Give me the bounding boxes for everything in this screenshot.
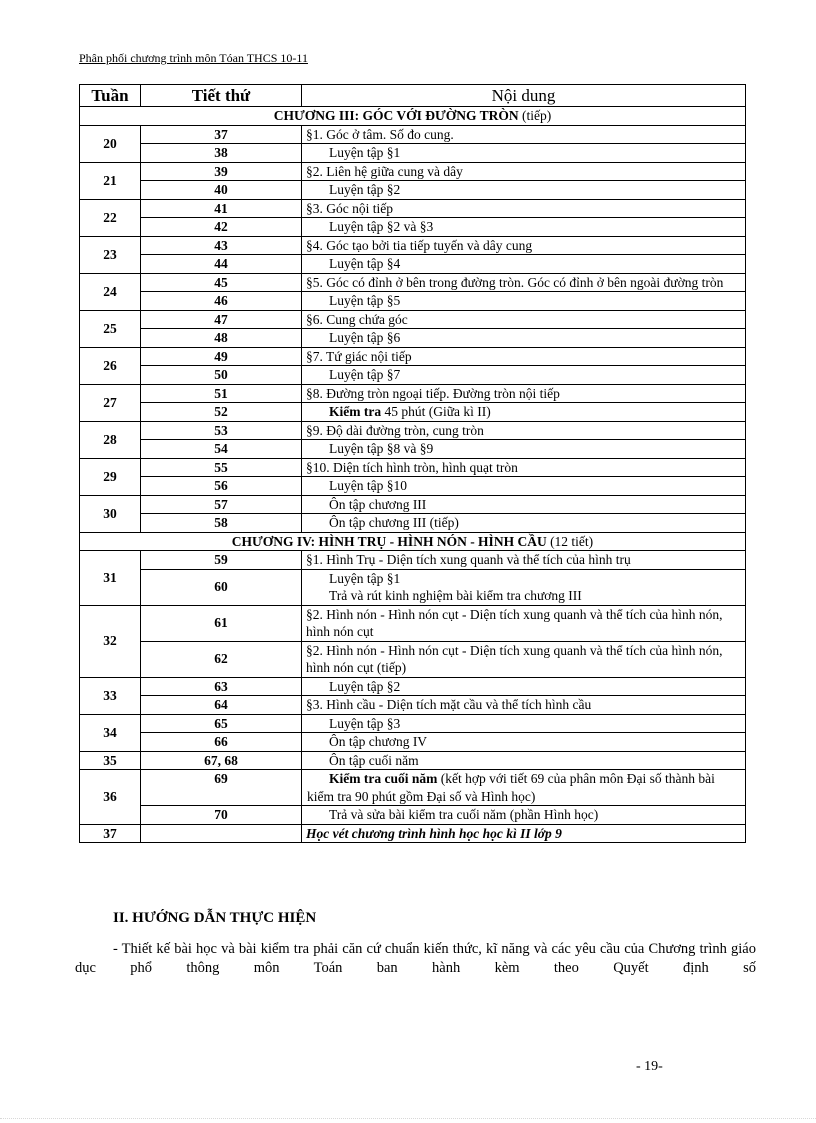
content-text: Luyện tập §1 (329, 570, 401, 586)
table-row (80, 751, 746, 770)
lesson-number-cell: 61 (141, 605, 302, 641)
lesson-number-cell: 55 (141, 458, 302, 477)
content-cell (302, 495, 746, 514)
content-text: Luyện tập §8 và §9 (329, 441, 434, 456)
content-cell (302, 806, 746, 825)
lesson-number-cell: 50 (141, 366, 302, 385)
content-text: Luyện tập §7 (329, 367, 401, 382)
lesson-number-cell: 70 (141, 806, 302, 825)
content-text: (kết hợp với tiết 69 của phân môn Đại số thành bài kiểm tra 90 phút gồm Đại số và Hình học) (307, 771, 715, 804)
week-cell: 35 (80, 751, 141, 770)
week-cell: 21 (80, 162, 141, 199)
content-text: §8. Đường tròn ngoại tiếp. Đường tròn nội tiếp (306, 385, 560, 401)
lesson-number-cell: 49 (141, 347, 302, 366)
week-cell: 31 (80, 551, 141, 606)
content-cell (302, 714, 746, 733)
content-cell (302, 366, 746, 385)
bold-label: Kiểm tra cuối năm (329, 771, 438, 786)
lesson-number-cell: 60 (141, 569, 302, 605)
table-row (80, 347, 746, 366)
content-text: Ôn tập chương IV (329, 734, 428, 749)
lesson-number-cell: 41 (141, 199, 302, 218)
table-row (80, 641, 746, 677)
content-cell (302, 273, 746, 292)
content-text: Trả và sửa bài kiểm tra cuối năm (phần Hình học) (329, 807, 599, 822)
table-row (80, 440, 746, 459)
table-header-row (80, 85, 746, 107)
lesson-number-cell: 42 (141, 218, 302, 237)
table-row (80, 824, 746, 843)
bold-label: Kiểm tra (329, 404, 382, 419)
lesson-number-cell: 62 (141, 641, 302, 677)
lesson-number-cell: 64 (141, 696, 302, 715)
table-row (80, 218, 746, 237)
content-text: Luyện tập §2 (329, 182, 401, 197)
week-cell: 30 (80, 495, 141, 532)
table-row (80, 292, 746, 311)
week-cell: 23 (80, 236, 141, 273)
content-text: §1. Góc ở tâm. Số đo cung. (306, 126, 454, 142)
lesson-number-cell: 54 (141, 440, 302, 459)
curriculum-table (79, 84, 746, 843)
content-cell (302, 236, 746, 255)
col-header-week: Tuần (80, 85, 141, 107)
lesson-number-cell: 51 (141, 384, 302, 403)
content-text: §2. Liên hệ giữa cung và dây (306, 163, 463, 179)
chapter-suffix: (12 tiết) (546, 533, 594, 549)
table-row (80, 714, 746, 733)
page-bottom-rule (0, 1118, 816, 1119)
page-header: Phân phối chương trình môn Tóan THCS 10-11 (79, 51, 308, 65)
week-cell: 25 (80, 310, 141, 347)
lesson-number-cell: 40 (141, 181, 302, 200)
week-cell: 34 (80, 714, 141, 751)
week-cell: 24 (80, 273, 141, 310)
lesson-number-cell: 47 (141, 310, 302, 329)
week-cell: 37 (80, 824, 141, 843)
content-cell (302, 677, 746, 696)
table-row (80, 255, 746, 274)
chapter-title (80, 532, 746, 551)
lesson-number-cell: 52 (141, 403, 302, 422)
week-cell: 33 (80, 677, 141, 714)
content-cell (302, 347, 746, 366)
content-cell (302, 162, 746, 181)
table-row (80, 273, 746, 292)
page-number: - 19- (636, 1059, 663, 1074)
table-row (80, 605, 746, 641)
chapter-name: CHƯƠNG III: GÓC VỚI ĐƯỜNG TRÒN (273, 108, 519, 123)
lesson-number-cell: 65 (141, 714, 302, 733)
content-cell (302, 770, 746, 806)
chapter-name: CHƯƠNG IV: HÌNH TRỤ - HÌNH NÓN - HÌNH CẦU (231, 533, 547, 549)
content-cell (302, 440, 746, 459)
week-cell: 20 (80, 125, 141, 162)
content-cell (302, 218, 746, 237)
table-row (80, 403, 746, 422)
content-text: §4. Góc tạo bởi tia tiếp tuyến và dây cung (306, 237, 533, 253)
col-header-lesson: Tiết thứ (141, 85, 302, 107)
col-header-content: Nội dung (302, 85, 746, 107)
content-cell (302, 421, 746, 440)
content-text: Luyện tập §4 (329, 256, 401, 271)
lesson-number-cell: 38 (141, 144, 302, 163)
content-cell (302, 641, 746, 677)
content-text: §7. Tứ giác nội tiếp (306, 348, 412, 364)
week-cell: 22 (80, 199, 141, 236)
content-cell (302, 310, 746, 329)
content-cell (302, 696, 746, 715)
content-text-secondary: Trả và rút kinh nghiệm bài kiểm tra chương III (329, 588, 582, 603)
content-cell (302, 199, 746, 218)
content-cell (302, 384, 746, 403)
table-row (80, 421, 746, 440)
lesson-number-cell: 59 (141, 551, 302, 570)
table-body (80, 107, 746, 843)
content-text: §6. Cung chứa góc (306, 311, 408, 327)
content-text: Ôn tập chương III (329, 496, 427, 512)
content-cell (302, 255, 746, 274)
content-cell (302, 514, 746, 533)
table-row (80, 696, 746, 715)
lesson-number-cell (141, 824, 302, 843)
lesson-number-cell: 69 (141, 770, 302, 806)
table-row (80, 677, 746, 696)
lesson-number-cell: 56 (141, 477, 302, 496)
content-text: §5. Góc có đỉnh ở bên trong đường tròn. Góc có đỉnh ở bên ngoài đường tròn (306, 274, 724, 290)
lesson-number-cell: 39 (141, 162, 302, 181)
table-row (80, 384, 746, 403)
table-row (80, 477, 746, 496)
lesson-number-cell: 44 (141, 255, 302, 274)
content-text: Luyện tập §1 (329, 145, 401, 160)
content-text: §9. Độ dài đường tròn, cung tròn (306, 422, 484, 438)
content-text: 45 phút (Giữa kì II) (381, 404, 491, 419)
content-text: Luyện tập §3 (329, 715, 401, 731)
content-text: Ôn tập cuối năm (329, 752, 419, 768)
table-row (80, 162, 746, 181)
content-text: §3. Hình cầu - Diện tích mặt cầu và thể tích hình cầu (306, 697, 592, 712)
lesson-number-cell: 58 (141, 514, 302, 533)
table-row (80, 236, 746, 255)
week-cell: 27 (80, 384, 141, 421)
table-row (80, 551, 746, 570)
italic-note: Học vét chương trình hình học học kì II lớp 9 (306, 825, 562, 841)
lesson-number-cell: 67, 68 (141, 751, 302, 770)
content-cell (302, 569, 746, 605)
week-cell: 28 (80, 421, 141, 458)
content-text: §2. Hình nón - Hình nón cụt - Diện tích xung quanh và thể tích của hình nón, hình nón cụt (306, 606, 723, 639)
content-cell (302, 477, 746, 496)
lesson-number-cell: 57 (141, 495, 302, 514)
lesson-number-cell: 43 (141, 236, 302, 255)
table-row (80, 310, 746, 329)
content-cell (302, 329, 746, 348)
section-title: II. HƯỚNG DẪN THỰC HIỆN (113, 910, 317, 926)
content-cell (302, 458, 746, 477)
lesson-number-cell: 45 (141, 273, 302, 292)
table-row (80, 329, 746, 348)
content-text: Luyện tập §2 (329, 678, 401, 694)
table-row (80, 514, 746, 533)
week-cell: 26 (80, 347, 141, 384)
table-row (80, 144, 746, 163)
lesson-number-cell: 53 (141, 421, 302, 440)
table-row (80, 806, 746, 825)
week-cell: 36 (80, 770, 141, 825)
content-text: §2. Hình nón - Hình nón cụt - Diện tích xung quanh và thể tích của hình nón, hình nón cụt (tiếp) (306, 642, 723, 675)
lesson-number-cell: 48 (141, 329, 302, 348)
content-cell (302, 292, 746, 311)
table-row (80, 495, 746, 514)
content-cell (302, 733, 746, 752)
content-text: Luyện tập §10 (329, 478, 407, 493)
table-row (80, 366, 746, 385)
lesson-number-cell: 46 (141, 292, 302, 311)
content-cell (302, 144, 746, 163)
content-cell (302, 181, 746, 200)
content-text: Luyện tập §2 và §3 (329, 219, 434, 234)
table-row (80, 125, 746, 144)
content-cell (302, 125, 746, 144)
content-cell (302, 403, 746, 422)
content-cell (302, 605, 746, 641)
lesson-number-cell: 37 (141, 125, 302, 144)
content-text: Luyện tập §6 (329, 330, 401, 345)
week-cell: 29 (80, 458, 141, 495)
content-text: §1. Hình Trụ - Diện tích xung quanh và thể tích của hình trụ (306, 552, 631, 567)
content-cell (302, 751, 746, 770)
body-paragraph: - Thiết kế bài học và bài kiểm tra phải căn cứ chuẩn kiến thức, kĩ năng và các yêu cầu của Chương trình giáo dục phổ thông môn Toán ban hành kèm theo Quyết định số (75, 941, 756, 976)
chapter-title (80, 107, 746, 126)
content-cell (302, 551, 746, 570)
table-row (80, 569, 746, 605)
lesson-number-cell: 63 (141, 677, 302, 696)
content-cell (302, 824, 746, 843)
lesson-number-cell: 66 (141, 733, 302, 752)
content-text: §3. Góc nội tiếp (306, 200, 393, 216)
content-text: Ôn tập chương III (tiếp) (329, 515, 459, 530)
chapter-suffix: (tiếp) (518, 108, 552, 123)
chapter-row (80, 532, 746, 551)
content-text: Luyện tập §5 (329, 293, 401, 308)
table-row (80, 458, 746, 477)
table-row (80, 733, 746, 752)
week-cell: 32 (80, 605, 141, 677)
table-row (80, 199, 746, 218)
content-text: §10. Diện tích hình tròn, hình quạt tròn (306, 459, 518, 475)
chapter-row (80, 107, 746, 126)
table-row (80, 770, 746, 806)
table-row (80, 181, 746, 200)
